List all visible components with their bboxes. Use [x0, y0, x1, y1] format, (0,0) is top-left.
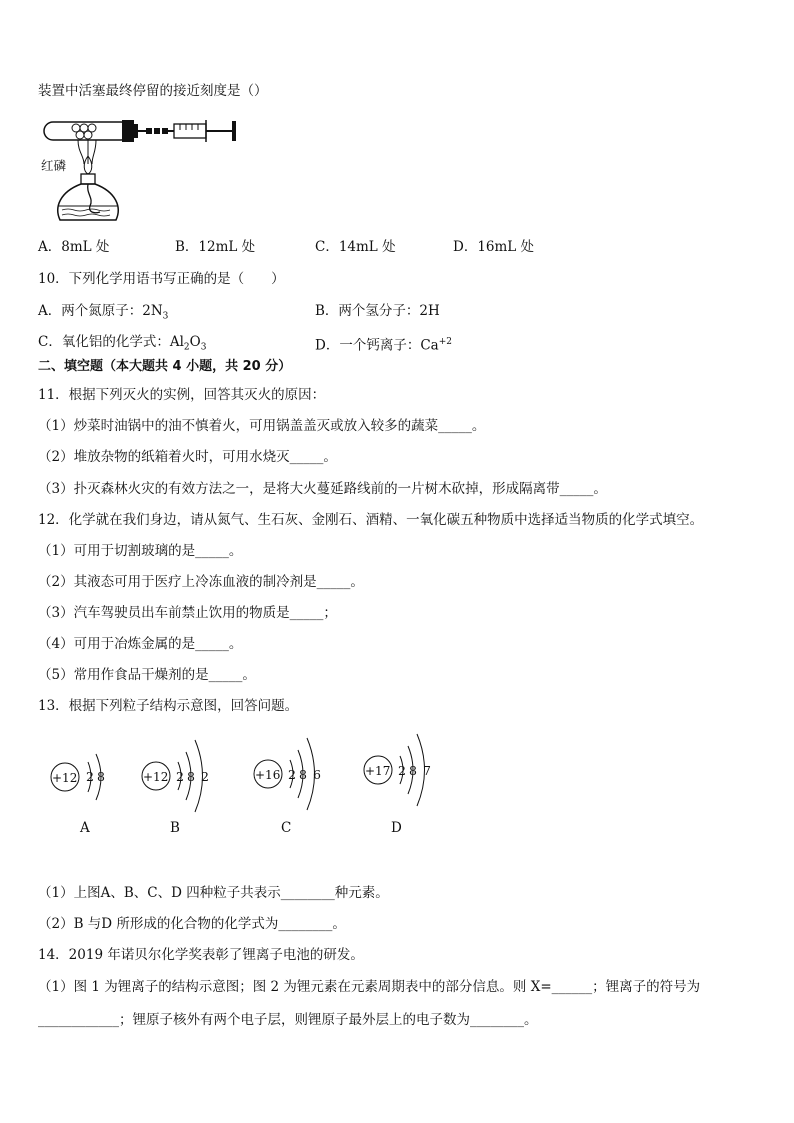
- q11-stem: 11．根据下列灭火的实例，回答其灭火的原因：: [38, 387, 326, 403]
- q12-item-4: （4）可用于冶炼金属的是_____。: [38, 636, 243, 652]
- particle-d-shell-3: 7: [423, 763, 431, 778]
- particle-b-shell-2: 8: [187, 769, 195, 784]
- particle-d-label: D: [391, 820, 402, 836]
- q12-item-1: （1）可用于切割玻璃的是_____。: [38, 543, 243, 559]
- q13-item-1: （1）上图A、B、C、D 四种粒子共表示________种元素。: [38, 885, 389, 901]
- particle-a-nucleus: +12: [52, 771, 78, 785]
- particle-d-shell-1: 2: [398, 763, 406, 778]
- particle-c-shell-3: 6: [313, 767, 321, 782]
- q14-line-2: ____________；锂原子核外有两个电子层，则锂原子最外层上的电子数为________。: [38, 1012, 538, 1028]
- q9-option-d: D．16mL 处: [453, 239, 535, 255]
- particle-c-nucleus: +16: [255, 768, 281, 782]
- q10-option-d: D．一个钙离子：$Ca^{+2}$: [315, 337, 452, 354]
- q13-stem: 13．根据下列粒子结构示意图，回答问题。: [38, 698, 299, 714]
- particle-c-label: C: [281, 820, 292, 836]
- particle-a-label: A: [80, 820, 90, 836]
- q9-option-b: B．12mL 处: [175, 239, 256, 255]
- particle-d-shell-2: 8: [409, 763, 417, 778]
- q11-item-2: （2）堆放杂物的纸箱着火时，可用水烧灭_____。: [38, 449, 337, 465]
- particle-c-shell-2: 8: [299, 767, 307, 782]
- particle-b-nucleus: +12: [143, 770, 169, 784]
- q14-stem: 14．2019 年诺贝尔化学奖表彰了锂离子电池的研发。: [38, 947, 364, 963]
- red-phosphorus-label: 红磷: [41, 158, 67, 173]
- q10-stem: 10．下列化学用语书写正确的是（ ）: [38, 271, 285, 287]
- q9-stem: 装置中活塞最终停留的接近刻度是（）: [38, 83, 268, 99]
- section2-title: 二、填空题（本大题共 4 小题，共 20 分）: [38, 359, 292, 374]
- q12-item-2: （2）其液态可用于医疗上冷冻血液的制冷剂是_____。: [38, 574, 364, 590]
- particle-d-nucleus: +17: [365, 764, 391, 778]
- q13-item-2: （2）B 与D 所形成的化合物的化学式为________。: [38, 916, 346, 932]
- q12-item-5: （5）常用作食品干燥剂的是_____。: [38, 667, 256, 683]
- particle-c-shell-1: 2: [288, 767, 296, 782]
- apparatus-figure: [38, 112, 243, 227]
- particle-a-shell-1: 2: [86, 769, 94, 784]
- q9-option-a: A．8mL 处: [38, 239, 110, 255]
- q10-option-a: A．两个氮原子：$2N_3$: [38, 303, 169, 322]
- q10-option-b: B．两个氢分子：2H: [315, 303, 440, 319]
- q12-stem: 12．化学就在我们身边，请从氮气、生石灰、金刚石、酒精、一氧化碳五种物质中选择适当物质的化学式填空。: [38, 512, 704, 528]
- q10-option-c: C．氧化铝的化学式：$Al_2O_3$: [38, 334, 207, 353]
- particle-b-shell-1: 2: [176, 769, 184, 784]
- q14-line-1: （1）图 1 为锂离子的结构示意图；图 2 为锂元素在元素周期表中的部分信息。则 X=______；锂离子的符号为: [38, 979, 701, 995]
- particle-a-shell-2: 8: [97, 769, 105, 784]
- q12-item-3: （3）汽车驾驶员出车前禁止饮用的物质是_____；: [38, 605, 337, 621]
- particle-b-label: B: [170, 820, 180, 836]
- q9-option-c: C．14mL 处: [315, 239, 396, 255]
- q11-item-3: （3）扑灭森林火灾的有效方法之一，是将大火蔓延路线前的一片树木砍掉，形成隔离带_____。: [38, 481, 607, 497]
- q11-item-1: （1）炒菜时油锅中的油不慎着火，可用锅盖盖灭或放入较多的蔬菜_____。: [38, 418, 486, 434]
- particle-b-shell-3: 2: [201, 769, 209, 784]
